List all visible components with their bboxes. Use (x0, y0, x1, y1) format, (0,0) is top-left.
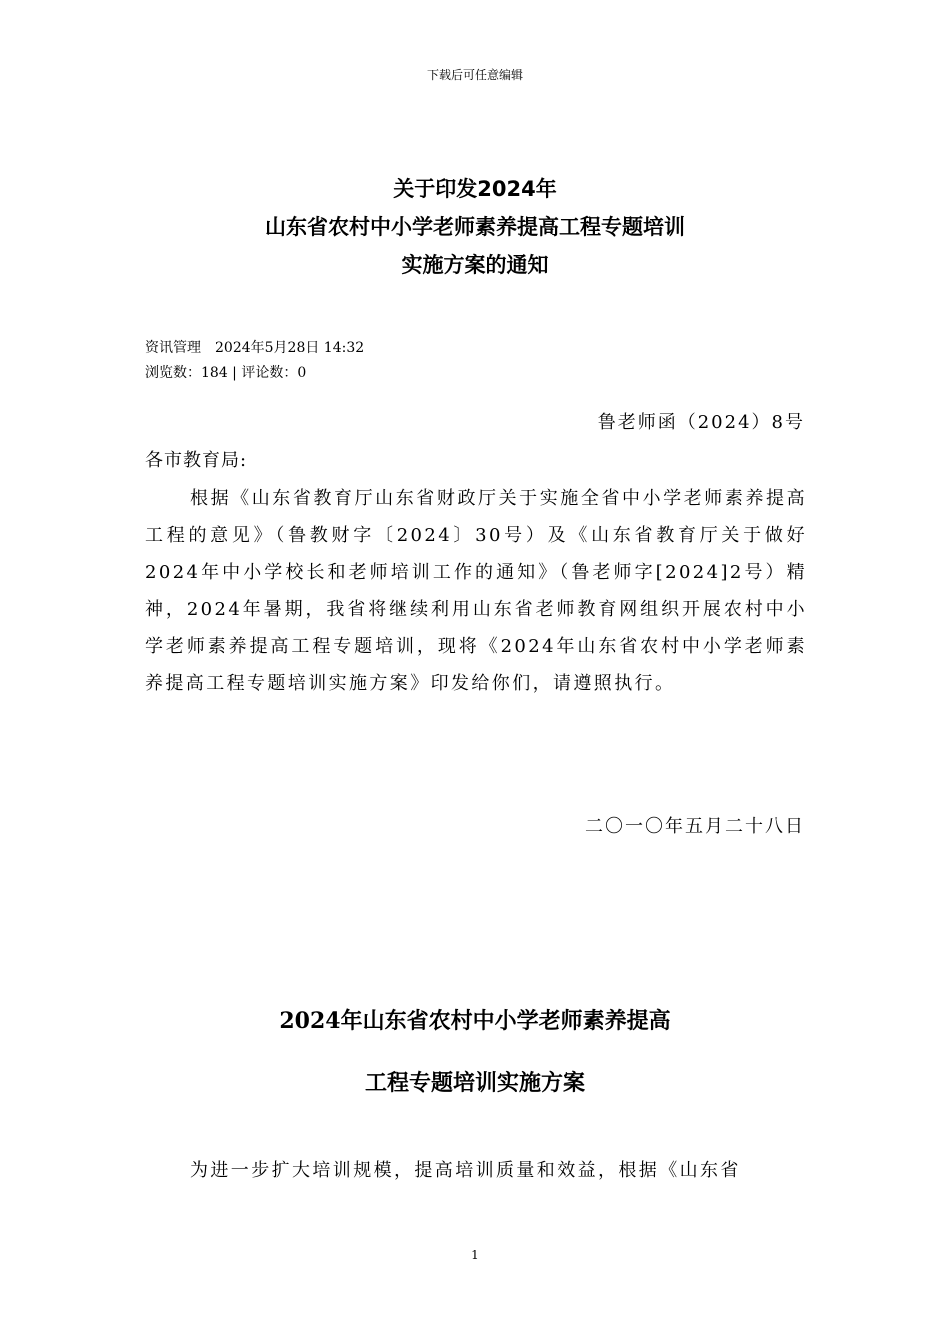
meta-views-comments: 浏览数：184 | 评论数：0 (145, 365, 307, 381)
meta-source-date: 资讯管理 2024年5月28日 14:32 (145, 340, 365, 356)
addressee: 各市教育局: (145, 450, 248, 471)
plan-title-line-2: 工程专题培训实施方案 (364, 1070, 585, 1096)
page-number: 1 (471, 1248, 479, 1262)
notice-title (0, 170, 950, 284)
header-note: 下载后可任意编辑 (426, 68, 523, 82)
plan-title-line-1: 2024年山东省农村中小学老师素养提高 (279, 1008, 671, 1034)
notice-title-line-1: 关于印发2024年 (393, 177, 557, 201)
plan-intro-paragraph: 为进一步扩大培训规模，提高培训质量和效益，根据《山东省 (190, 1160, 741, 1181)
document-number: 鲁老师函（2024）8号 (597, 412, 805, 433)
notice-body-paragraph: 根据《山东省教育厅山东省财政厅关于实施全省中小学老师素养提高工程的意见》（鲁教财字〔2024〕30号）及《山东省教育厅关于做好2024年中小学校长和老师培训工作的通知》（鲁老师字[2024]2号）精神，2024年暑期，我省将继续利用山东省老师教育网组织开展农村中小学老师素养提高工程专题培训，现将《2024年山东省农村中小学老师素养提高工程专题培训实施方案》印发给你们，请遵照执行。 (145, 488, 807, 694)
notice-title-line-3: 实施方案的通知 (401, 253, 549, 277)
signature-date: 二〇一〇年五月二十八日 (585, 816, 805, 837)
notice-title-line-2: 山东省农村中小学老师素养提高工程专题培训 (265, 215, 685, 239)
